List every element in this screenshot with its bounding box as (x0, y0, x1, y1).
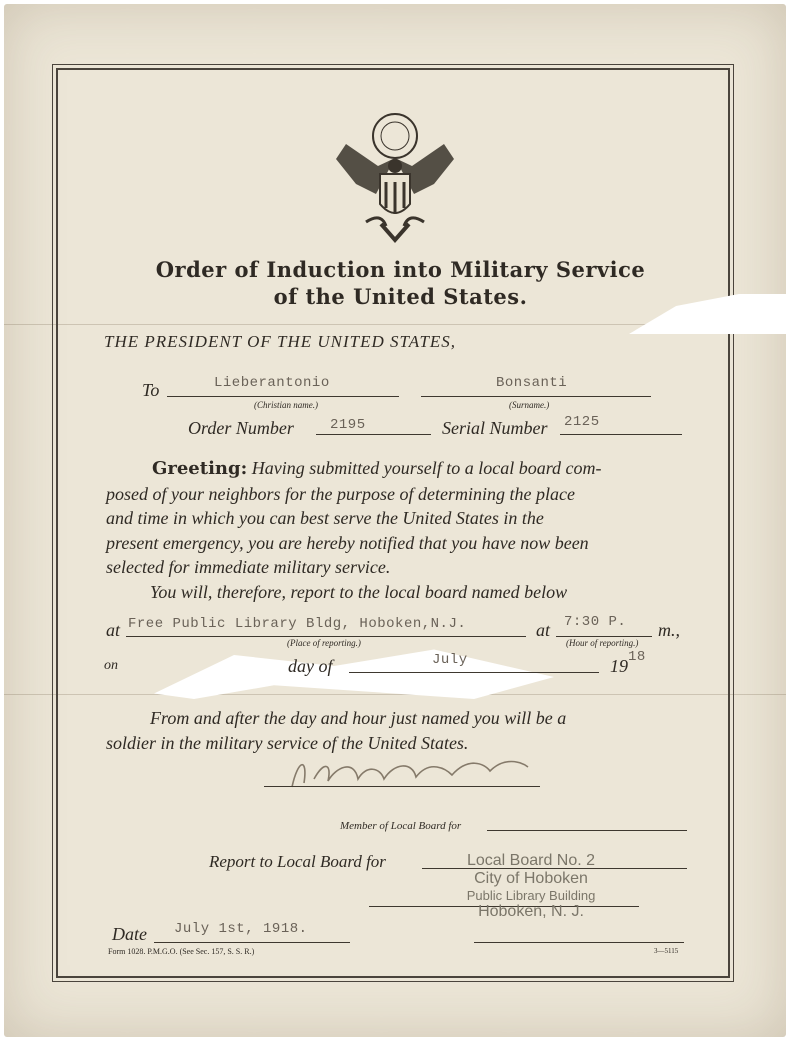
date-value: July 1st, 1918. (174, 921, 308, 937)
surname-line (421, 396, 651, 397)
at-label: at (106, 620, 121, 640)
hour-value: 7:30 P. (564, 614, 627, 630)
greeting-line: posed of your neighbors for the purpose of determining the place (106, 483, 575, 504)
christian-name-value: Lieberantonio (214, 375, 330, 391)
local-board-stamp (416, 852, 646, 921)
order-number-value: 2195 (330, 417, 366, 433)
date-label: Date (112, 924, 147, 944)
date-line (154, 942, 350, 943)
place-caption: (Place of reporting.) (287, 638, 361, 648)
closing-line: soldier in the military service of the United States. (106, 732, 469, 753)
member-line (487, 830, 687, 831)
place-value: Free Public Library Bldg, Hoboken,N.J. (128, 616, 467, 632)
greeting-line: Having submitted yourself to a local board com- (251, 458, 602, 478)
closing-paragraph (106, 706, 691, 755)
greeting-paragraph (106, 456, 691, 604)
order-number-label: Order Number (188, 418, 294, 438)
serial-number-value: 2125 (564, 414, 600, 430)
document-title: Order of Induction into Military Service (155, 257, 646, 282)
stamp-line: Public Library Building (466, 888, 596, 903)
report-line: You will, therefore, report to the local board named below (150, 581, 568, 602)
order-number-line (316, 434, 431, 435)
surname-value: Bonsanti (496, 375, 568, 391)
day-of-label: day of (288, 656, 333, 676)
hour-line (556, 636, 652, 637)
induction-order-paper (4, 4, 786, 1037)
serial-number-label: Serial Number (442, 418, 548, 438)
at-label-2: at (536, 620, 551, 640)
year-prefix: 19 (610, 656, 628, 676)
surname-caption: (Surname.) (509, 400, 550, 410)
greeting-line: and time in which you can best serve the United States in the (106, 508, 544, 528)
report-to-label: Report to Local Board for (209, 852, 386, 871)
month-line (349, 672, 599, 673)
eagle-seal-icon (326, 104, 464, 244)
stamp-line: City of Hoboken (474, 870, 588, 887)
signature-line (264, 786, 540, 787)
place-line (126, 636, 526, 637)
hour-caption: (Hour of reporting.) (566, 638, 639, 648)
stamp-line: Local Board No. 2 (466, 852, 596, 869)
form-number: Form 1028. P.M.G.O. (See Sec. 157, S. S. R.) (108, 947, 255, 956)
on-fragment: on (104, 658, 118, 673)
closing-line: From and after the day and hour just named you will be a (150, 708, 567, 728)
to-label: To (142, 380, 160, 400)
bottom-right-line (474, 942, 684, 943)
corner-number: 3—5115 (654, 947, 679, 955)
greeting-line: present emergency, you are hereby notified that you have now been (106, 532, 589, 553)
christian-name-caption: (Christian name.) (254, 400, 318, 410)
salutation: THE PRESIDENT OF THE UNITED STATES, (104, 332, 457, 351)
document-title-line2: of the United States. (273, 284, 528, 309)
christian-name-line (167, 396, 399, 397)
signature-icon (284, 749, 534, 799)
greeting-line: selected for immediate military service. (106, 557, 391, 577)
greeting-word: Greeting: (152, 458, 248, 479)
serial-number-line (560, 434, 682, 435)
member-label: Member of Local Board for (340, 820, 462, 832)
month-value: July (432, 652, 468, 668)
hour-suffix: m., (658, 620, 680, 640)
year-suffix: 18 (628, 649, 646, 665)
stamp-line: Hoboken, N. J. (478, 903, 584, 920)
